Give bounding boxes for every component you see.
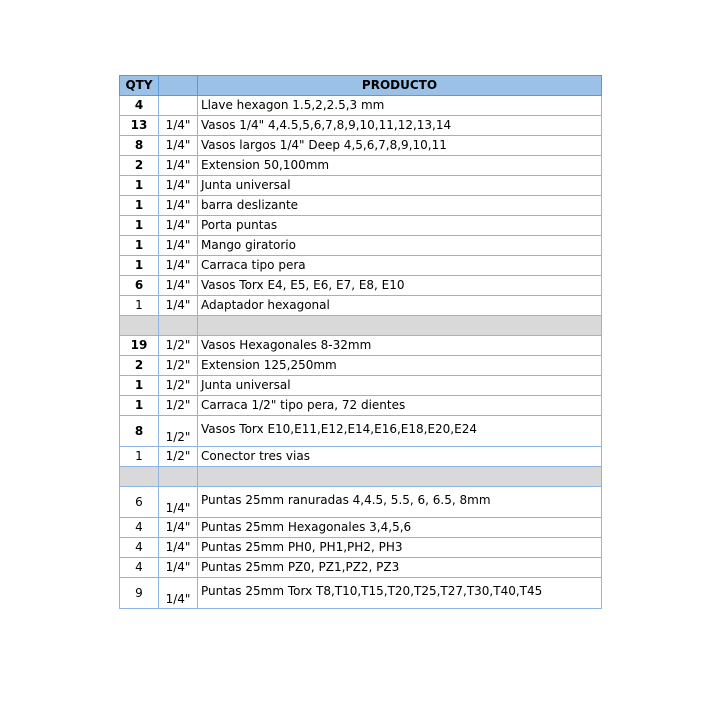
table-row — [120, 296, 602, 316]
header-size — [159, 76, 198, 96]
qty-cell: 2 — [120, 156, 159, 176]
product-cell: Puntas 25mm PH0, PH1,PH2, PH3 — [198, 538, 602, 558]
size-cell: 1/2" — [159, 376, 198, 396]
size-cell: 1/4" — [159, 538, 198, 558]
size-cell: 1/4" — [159, 487, 198, 518]
product-table — [119, 75, 602, 609]
product-cell: Junta universal — [198, 176, 602, 196]
table-row — [120, 216, 602, 236]
table-row — [120, 196, 602, 216]
product-cell: Carraca tipo pera — [198, 256, 602, 276]
size-cell: 1/2" — [159, 447, 198, 467]
qty-cell: 6 — [120, 276, 159, 296]
separator-cell — [120, 316, 159, 336]
separator-cell — [159, 467, 198, 487]
product-cell: Porta puntas — [198, 216, 602, 236]
size-cell: 1/4" — [159, 136, 198, 156]
product-cell: Llave hexagon 1.5,2,2.5,3 mm — [198, 96, 602, 116]
product-cell: Vasos Hexagonales 8-32mm — [198, 336, 602, 356]
size-cell: 1/4" — [159, 578, 198, 609]
size-cell: 1/4" — [159, 236, 198, 256]
qty-cell: 4 — [120, 96, 159, 116]
size-cell — [159, 96, 198, 116]
product-cell: Vasos Torx E10,E11,E12,E14,E16,E18,E20,E24 — [198, 416, 602, 447]
table-row — [120, 236, 602, 256]
product-table-container — [119, 75, 601, 609]
qty-cell: 4 — [120, 538, 159, 558]
product-cell: Vasos 1/4" 4,4.5,5,6,7,8,9,10,11,12,13,14 — [198, 116, 602, 136]
qty-cell: 1 — [120, 396, 159, 416]
qty-cell: 6 — [120, 487, 159, 518]
table-row — [120, 396, 602, 416]
table-row — [120, 518, 602, 538]
product-cell: barra deslizante — [198, 196, 602, 216]
qty-cell: 2 — [120, 356, 159, 376]
table-row — [120, 376, 602, 396]
product-cell: Puntas 25mm Torx T8,T10,T15,T20,T25,T27,T30,T40,T45 — [198, 578, 602, 609]
size-cell: 1/2" — [159, 336, 198, 356]
product-cell: Vasos Torx E4, E5, E6, E7, E8, E10 — [198, 276, 602, 296]
header-qty: QTY — [120, 76, 159, 96]
separator-cell — [120, 467, 159, 487]
product-cell: Extension 50,100mm — [198, 156, 602, 176]
size-cell: 1/4" — [159, 196, 198, 216]
header-product: PRODUCTO — [198, 76, 602, 96]
size-cell: 1/4" — [159, 216, 198, 236]
qty-cell: 9 — [120, 578, 159, 609]
separator-cell — [159, 316, 198, 336]
size-cell: 1/4" — [159, 116, 198, 136]
table-row — [120, 416, 602, 447]
qty-cell: 1 — [120, 216, 159, 236]
size-cell: 1/2" — [159, 356, 198, 376]
qty-cell: 1 — [120, 196, 159, 216]
qty-cell: 4 — [120, 558, 159, 578]
product-cell: Junta universal — [198, 376, 602, 396]
qty-cell: 19 — [120, 336, 159, 356]
size-cell: 1/4" — [159, 518, 198, 538]
qty-cell: 13 — [120, 116, 159, 136]
qty-cell: 1 — [120, 376, 159, 396]
separator-cell — [198, 316, 602, 336]
product-cell: Adaptador hexagonal — [198, 296, 602, 316]
table-row — [120, 276, 602, 296]
qty-cell: 1 — [120, 296, 159, 316]
qty-cell: 4 — [120, 518, 159, 538]
separator-cell — [198, 467, 602, 487]
table-row — [120, 136, 602, 156]
product-cell: Mango giratorio — [198, 236, 602, 256]
size-cell: 1/4" — [159, 296, 198, 316]
size-cell: 1/2" — [159, 396, 198, 416]
product-cell: Vasos largos 1/4" Deep 4,5,6,7,8,9,10,11 — [198, 136, 602, 156]
table-body — [120, 96, 602, 609]
product-cell: Puntas 25mm ranuradas 4,4.5, 5.5, 6, 6.5, 8mm — [198, 487, 602, 518]
table-row — [120, 487, 602, 518]
table-header-row — [120, 76, 602, 96]
size-cell: 1/4" — [159, 256, 198, 276]
qty-cell: 1 — [120, 176, 159, 196]
table-row — [120, 356, 602, 376]
table-row — [120, 336, 602, 356]
separator-row — [120, 316, 602, 336]
qty-cell: 1 — [120, 256, 159, 276]
table-row — [120, 176, 602, 196]
table-row — [120, 578, 602, 609]
separator-row — [120, 467, 602, 487]
product-cell: Conector tres vias — [198, 447, 602, 467]
product-cell: Puntas 25mm Hexagonales 3,4,5,6 — [198, 518, 602, 538]
qty-cell: 8 — [120, 136, 159, 156]
size-cell: 1/4" — [159, 276, 198, 296]
table-row — [120, 116, 602, 136]
product-cell: Carraca 1/2" tipo pera, 72 dientes — [198, 396, 602, 416]
table-row — [120, 538, 602, 558]
qty-cell: 1 — [120, 447, 159, 467]
table-row — [120, 447, 602, 467]
size-cell: 1/4" — [159, 176, 198, 196]
qty-cell: 1 — [120, 236, 159, 256]
table-row — [120, 558, 602, 578]
table-row — [120, 96, 602, 116]
product-cell: Puntas 25mm PZ0, PZ1,PZ2, PZ3 — [198, 558, 602, 578]
size-cell: 1/4" — [159, 156, 198, 176]
product-cell: Extension 125,250mm — [198, 356, 602, 376]
qty-cell: 8 — [120, 416, 159, 447]
size-cell: 1/4" — [159, 558, 198, 578]
table-row — [120, 156, 602, 176]
table-row — [120, 256, 602, 276]
size-cell: 1/2" — [159, 416, 198, 447]
